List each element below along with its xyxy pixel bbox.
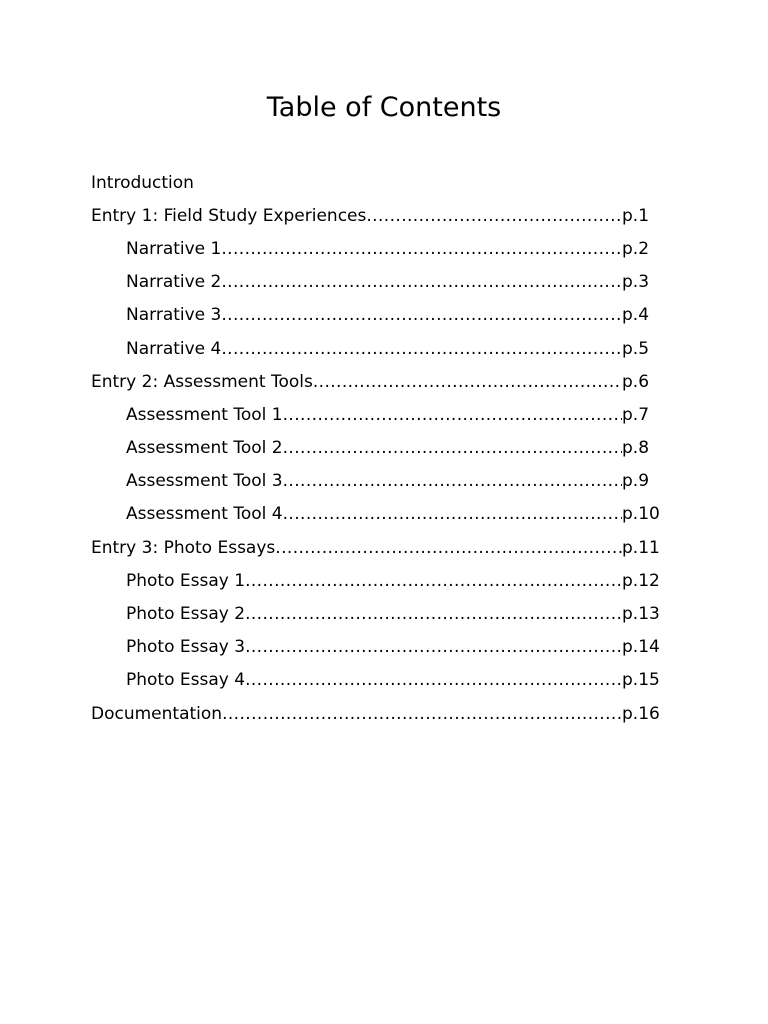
dot-leader <box>245 637 622 657</box>
page-title: Table of Contents <box>266 92 502 123</box>
toc-page-number: p.1 <box>622 205 650 226</box>
toc-page-number: p.10 <box>622 504 660 525</box>
toc-entry-label: Photo Essay 3 <box>126 637 246 658</box>
dot-leader <box>313 372 622 392</box>
toc-page-number: p.6 <box>622 371 650 392</box>
dot-leader <box>283 504 622 524</box>
dot-leader <box>283 405 622 425</box>
toc-entry-narrative-3 <box>91 299 666 332</box>
toc-page-number: p.12 <box>622 570 660 591</box>
toc-page-number: p.16 <box>622 703 660 724</box>
toc-page-number: p.2 <box>622 238 650 259</box>
toc-entry-documentation <box>91 697 666 730</box>
toc-entry-label: Assessment Tool 4 <box>126 504 283 525</box>
toc-page-number: p.8 <box>622 438 650 459</box>
dot-leader <box>245 571 622 591</box>
toc-entry-label: Introduction <box>91 172 194 193</box>
toc-entry-entry-2 <box>91 365 666 398</box>
toc-entry-label: Assessment Tool 2 <box>126 438 283 459</box>
toc-entry-label: Narrative 4 <box>126 338 222 359</box>
toc-entry-label: Narrative 1 <box>126 238 222 259</box>
toc-entry-label: Entry 2: Assessment Tools <box>91 371 313 392</box>
toc-entry-label: Narrative 2 <box>126 272 222 293</box>
dot-leader <box>221 339 622 359</box>
toc-entry-introduction <box>91 166 666 199</box>
toc-page-number: p.15 <box>622 670 660 691</box>
toc-entry-label: Photo Essay 1 <box>126 570 246 591</box>
toc-page-number: p.3 <box>622 272 650 293</box>
toc-entry-narrative-4 <box>91 332 666 365</box>
toc-entry-label: Entry 1: Field Study Experiences <box>91 205 367 226</box>
toc-page-number: p.13 <box>622 604 660 625</box>
dot-leader <box>221 305 622 325</box>
toc-entry-label: Documentation <box>91 703 223 724</box>
toc-entry-narrative-1 <box>91 232 666 265</box>
toc-entry-narrative-2 <box>91 266 666 299</box>
toc-entry-label: Photo Essay 2 <box>126 604 246 625</box>
toc-page-number: p.7 <box>622 404 650 425</box>
toc-entry-label: Photo Essay 4 <box>126 670 246 691</box>
toc-entry-assessment-tool-4 <box>91 498 666 531</box>
toc-page-number: p.4 <box>622 305 650 326</box>
dot-leader <box>275 538 622 558</box>
toc-entry-assessment-tool-2 <box>91 432 666 465</box>
toc-entry-label: Assessment Tool 1 <box>126 404 283 425</box>
dot-leader <box>283 471 622 491</box>
toc-entry-entry-1 <box>91 199 666 232</box>
toc-page-number: p.9 <box>622 471 650 492</box>
dot-leader <box>222 704 622 724</box>
toc-page-number: p.5 <box>622 338 650 359</box>
table-of-contents <box>91 166 666 730</box>
toc-entry-label: Assessment Tool 3 <box>126 471 283 492</box>
toc-entry-photo-essay-4 <box>91 664 666 697</box>
toc-entry-assessment-tool-1 <box>91 398 666 431</box>
dot-leader <box>221 239 622 259</box>
toc-page-number: p.11 <box>622 537 660 558</box>
dot-leader <box>245 604 622 624</box>
toc-page-number: p.14 <box>622 637 660 658</box>
toc-entry-photo-essay-1 <box>91 564 666 597</box>
dot-leader <box>283 438 622 458</box>
dot-leader <box>366 206 622 226</box>
dot-leader <box>221 272 622 292</box>
toc-entry-entry-3 <box>91 531 666 564</box>
toc-entry-assessment-tool-3 <box>91 465 666 498</box>
toc-entry-photo-essay-2 <box>91 597 666 630</box>
toc-entry-photo-essay-3 <box>91 631 666 664</box>
dot-leader <box>245 670 622 690</box>
toc-entry-label: Entry 3: Photo Essays <box>91 537 276 558</box>
toc-entry-label: Narrative 3 <box>126 305 222 326</box>
